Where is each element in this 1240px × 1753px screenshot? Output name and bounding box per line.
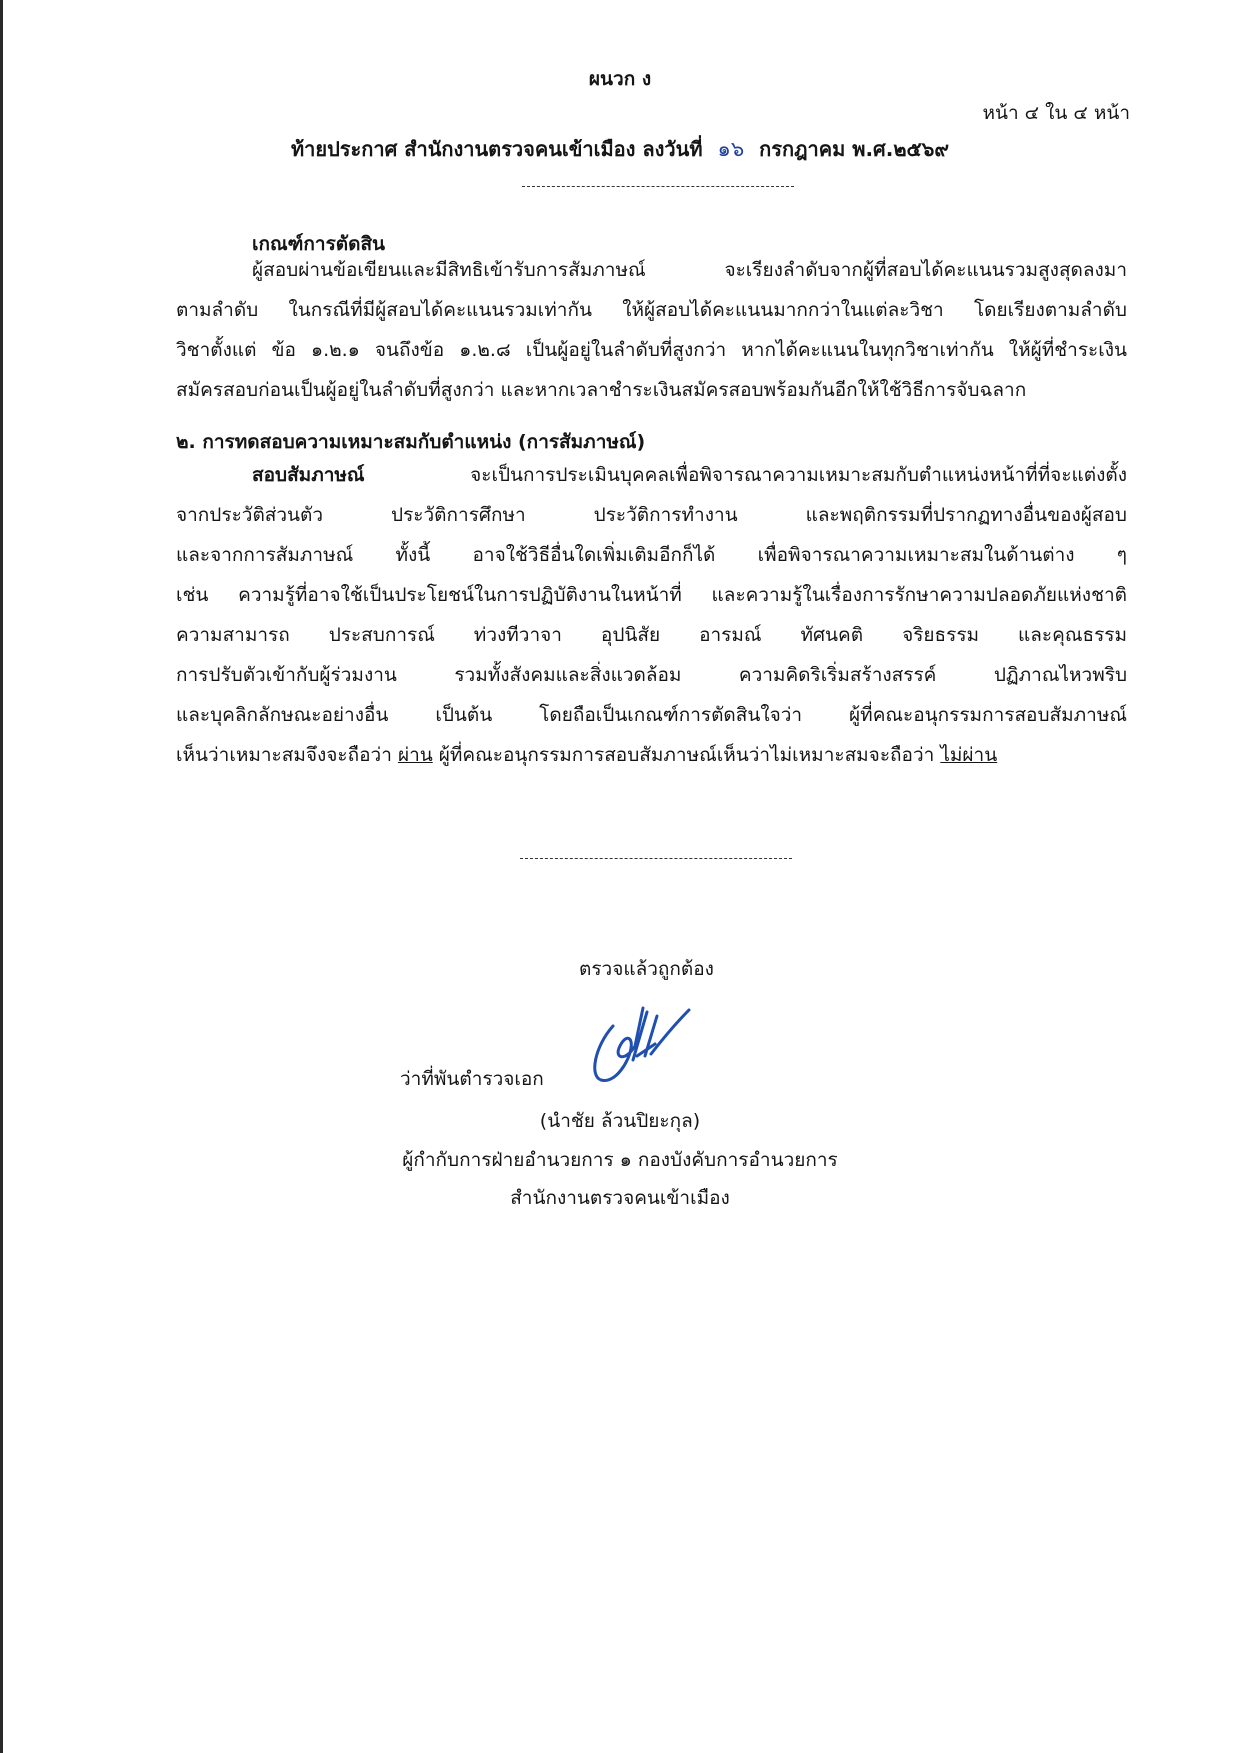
pass-word: ผ่าน xyxy=(397,744,433,766)
criteria-line: ตามลำดับ ในกรณีที่มีผู้สอบได้คะแนนรวมเท่ากัน ให้ผู้สอบได้คะแนนมากกว่าในแต่ละวิชา โดยเรียงตามลำดับ xyxy=(176,299,1127,321)
interview-lead-rest: จะเป็นการประเมินบุคคลเพื่อพิจารณาความเหมาะสมกับตำแหน่งหน้าที่ที่จะแต่งตั้ง xyxy=(364,464,1127,486)
interview-line: และบุคลิกลักษณะอย่างอื่น เป็นต้น โดยถือเป็นเกณฑ์การตัดสินใจว่า ผู้ที่คณะอนุกรรมการสอบสัมภาษณ์ xyxy=(176,704,1127,726)
announcement-day-handwritten: ๑๖ xyxy=(717,137,745,161)
page-edge-rule xyxy=(0,0,3,1753)
announcement-prefix: ท้ายประกาศ สำนักงานตรวจคนเข้าเมือง ลงวันที่ xyxy=(290,137,703,161)
announcement-month-year: กรกฎาคม พ.ศ.๒๕๖๙ xyxy=(759,137,950,161)
interview-line: การปรับตัวเข้ากับผู้ร่วมงาน รวมทั้งสังคมและสิ่งแวดล้อม ความคิดริเริ่มสร้างสรรค์ ปฏิภาณไหวพริบ xyxy=(176,664,1127,686)
criteria-line: ผู้สอบผ่านข้อเขียนและมีสิทธิเข้ารับการสัมภาษณ์ จะเรียงลำดับจากผู้ที่สอบได้คะแนนรวมสูงสุดลงมา xyxy=(252,259,1127,281)
interview-line: ความสามารถ ประสบการณ์ ท่วงทีวาจา อุปนิสัย อารมณ์ ทัศนคติ จริยธรรม และคุณธรรม xyxy=(176,624,1127,646)
interview-line-final xyxy=(176,735,1127,775)
criteria-heading: เกณฑ์การตัดสิน xyxy=(252,233,386,255)
interview-line: เช่น ความรู้ที่อาจใช้เป็นประโยชน์ในการปฏิบัติงานในหน้าที่ และความรู้ในเรื่องการรักษาความปลอดภัยแห่งชาติ xyxy=(176,584,1127,606)
signer-name: (นำชัย ล้วนปิยะกุล) xyxy=(539,1110,701,1132)
signer-position: ผู้กำกับการฝ่ายอำนวยการ ๑ กองบังคับการอำนวยการ xyxy=(402,1149,838,1171)
separator-top xyxy=(522,186,794,187)
interview-paragraph xyxy=(176,455,1127,775)
handwritten-signature xyxy=(585,996,695,1096)
interview-lead-bold: สอบสัมภาษณ์ xyxy=(252,464,365,486)
signer-rank: ว่าที่พันตำรวจเอก xyxy=(400,1068,544,1090)
verified-label: ตรวจแล้วถูกต้อง xyxy=(579,958,714,980)
interview-line-lead xyxy=(176,455,1127,495)
signer-office: สำนักงานตรวจคนเข้าเมือง xyxy=(510,1187,730,1209)
criteria-paragraph xyxy=(176,250,1127,410)
annex-title: ผนวก ง xyxy=(588,68,652,90)
final-line-part1: เห็นว่าเหมาะสมจึงจะถือว่า xyxy=(176,744,398,766)
criteria-line: สมัครสอบก่อนเป็นผู้อยู่ในลำดับที่สูงกว่า และหากเวลาชำระเงินสมัครสอบพร้อมกันอีกให้ใช้วิธีการจับฉลาก xyxy=(176,379,1027,401)
criteria-line: วิชาตั้งแต่ ข้อ ๑.๒.๑ จนถึงข้อ ๑.๒.๘ เป็นผู้อยู่ในลำดับที่สูงกว่า หากได้คะแนนในทุกวิชาเท่ากัน ให้ผู้ที่ชำระเงิน xyxy=(176,339,1127,361)
interview-heading: ๒. การทดสอบความเหมาะสมกับตำแหน่ง (การสัมภาษณ์) xyxy=(176,431,646,453)
separator-bottom xyxy=(520,858,792,859)
final-line-part2: ผู้ที่คณะอนุกรรมการสอบสัมภาษณ์เห็นว่าไม่เหมาะสมจะถือว่า xyxy=(432,744,941,766)
interview-line: และจากการสัมภาษณ์ ทั้งนี้ อาจใช้วิธีอื่นใดเพิ่มเติมอีกก็ได้ เพื่อพิจารณาความเหมาะสมในด้านต่าง ๆ xyxy=(176,544,1127,566)
announcement-reference xyxy=(0,133,1240,166)
page-number: หน้า ๔ ใน ๔ หน้า xyxy=(982,102,1130,124)
interview-line: จากประวัติส่วนตัว ประวัติการศึกษา ประวัติการทำงาน และพฤติกรรมที่ปรากฏทางอื่นของผู้สอบ xyxy=(176,504,1127,526)
fail-word: ไม่ผ่าน xyxy=(940,744,998,766)
